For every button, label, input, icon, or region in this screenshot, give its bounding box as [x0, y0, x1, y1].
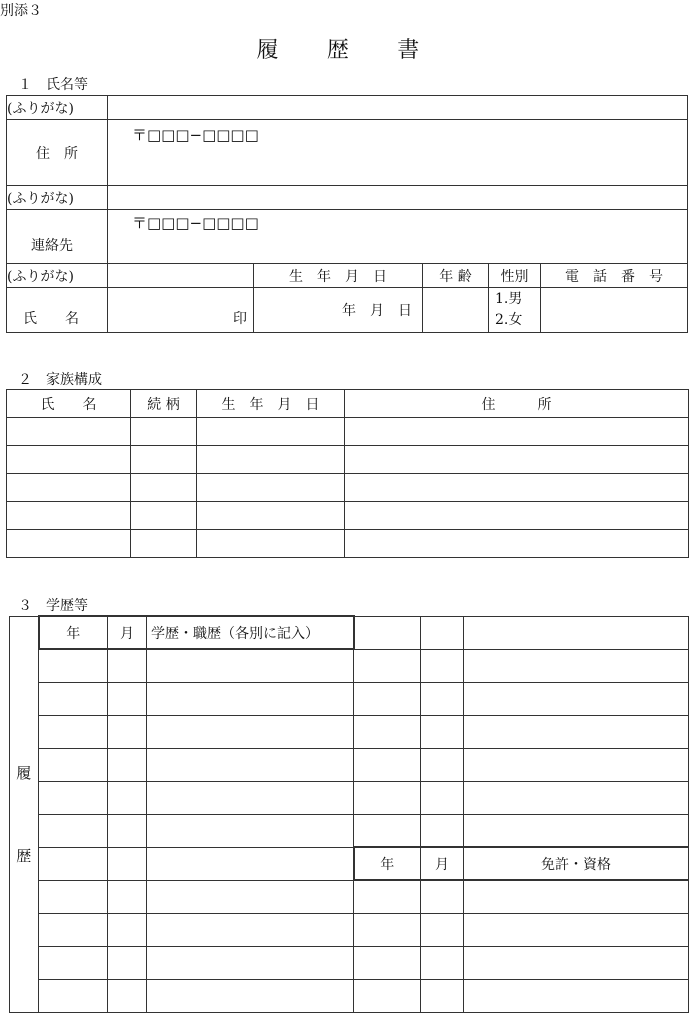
history-description-cell[interactable] [147, 715, 354, 748]
license-year-cell[interactable] [354, 979, 421, 1012]
history-description-cell[interactable] [147, 748, 354, 781]
license-col-description: 免許・資格 [464, 847, 689, 880]
history-col-year: 年 [39, 616, 108, 649]
history-year-cell[interactable] [39, 946, 108, 979]
history-year-cell[interactable] [39, 715, 108, 748]
address-field[interactable] [108, 120, 688, 186]
history-year-cell[interactable] [39, 781, 108, 814]
table-row [7, 502, 689, 530]
history-year-cell[interactable] [354, 616, 421, 649]
table-row [7, 418, 689, 446]
family-name-cell[interactable] [7, 446, 131, 474]
license-col-month: 月 [421, 847, 464, 880]
furigana-label: (ふりがな) [7, 264, 108, 288]
license-description-cell[interactable] [464, 979, 689, 1012]
family-name-cell[interactable] [7, 418, 131, 446]
date-format-text: 年 月 日 [342, 303, 412, 319]
gender-female-option[interactable]: 2.女 [495, 312, 523, 328]
history-description-cell[interactable] [464, 748, 689, 781]
history-description-cell[interactable] [147, 913, 354, 946]
family-col-birth: 生 年 月 日 [197, 390, 345, 418]
contact-field[interactable] [108, 210, 688, 264]
address-label: 住 所 [7, 120, 108, 186]
family-col-address: 住 所 [345, 390, 689, 418]
license-year-cell[interactable] [354, 946, 421, 979]
history-col-month: 月 [108, 616, 147, 649]
history-year-cell[interactable] [39, 748, 108, 781]
family-relation-cell[interactable] [131, 502, 197, 530]
history-month-cell[interactable] [421, 616, 464, 649]
family-address-cell[interactable] [345, 502, 689, 530]
family-birth-cell[interactable] [197, 418, 345, 446]
history-year-cell[interactable] [354, 649, 421, 682]
history-side-label [10, 616, 39, 1012]
history-month-cell[interactable] [421, 814, 464, 847]
furigana-label: (ふりがな) [7, 186, 108, 210]
license-month-cell[interactable] [421, 880, 464, 913]
history-description-cell[interactable] [147, 847, 354, 880]
table-row [7, 530, 689, 558]
personal-info-table [6, 95, 688, 333]
family-relation-cell[interactable] [131, 530, 197, 558]
table-row [10, 649, 689, 682]
license-description-cell[interactable] [464, 946, 689, 979]
attachment-label: 別添３ [0, 3, 42, 19]
family-relation-cell[interactable] [131, 446, 197, 474]
history-description-cell[interactable] [147, 979, 354, 1012]
table-row [10, 946, 689, 979]
history-description-cell[interactable] [464, 649, 689, 682]
side-label-char-1: 履 [16, 764, 32, 782]
history-year-cell[interactable] [39, 814, 108, 847]
history-year-cell[interactable] [354, 781, 421, 814]
license-description-cell[interactable] [464, 913, 689, 946]
family-birth-cell[interactable] [197, 530, 345, 558]
license-year-cell[interactable] [354, 880, 421, 913]
license-year-cell[interactable] [354, 913, 421, 946]
seal-mark: 印 [233, 311, 247, 327]
gender-header: 性別 [489, 264, 541, 288]
history-month-cell[interactable] [108, 946, 147, 979]
history-month-cell[interactable] [108, 649, 147, 682]
history-year-cell[interactable] [39, 880, 108, 913]
history-month-cell[interactable] [108, 814, 147, 847]
history-month-cell[interactable] [421, 649, 464, 682]
history-year-cell[interactable] [354, 814, 421, 847]
history-description-cell[interactable] [147, 814, 354, 847]
history-year-cell[interactable] [39, 847, 108, 880]
family-name-cell[interactable] [7, 474, 131, 502]
postal-code-placeholder: 〒□□□−□□□□ [132, 214, 259, 232]
postal-code-placeholder: 〒□□□−□□□□ [132, 126, 259, 144]
history-year-cell[interactable] [354, 715, 421, 748]
gender-male-option[interactable]: 1.男 [495, 291, 523, 307]
table-row [7, 446, 689, 474]
license-month-cell[interactable] [421, 979, 464, 1012]
family-col-name: 氏 名 [7, 390, 131, 418]
history-description-cell[interactable] [147, 781, 354, 814]
family-col-relation: 続 柄 [131, 390, 197, 418]
history-year-cell[interactable] [354, 682, 421, 715]
section-2-heading: ２ 家族構成 [18, 372, 102, 388]
contact-furigana-field[interactable] [108, 186, 688, 210]
contact-label: 連絡先 [7, 210, 108, 264]
history-year-cell[interactable] [39, 913, 108, 946]
history-month-cell[interactable] [421, 748, 464, 781]
history-description-cell[interactable] [464, 616, 689, 649]
family-name-cell[interactable] [7, 502, 131, 530]
family-relation-cell[interactable] [131, 418, 197, 446]
table-row [10, 979, 689, 1012]
license-month-cell[interactable] [421, 946, 464, 979]
family-address-cell[interactable] [345, 446, 689, 474]
phone-field[interactable] [541, 288, 688, 333]
table-row [10, 748, 689, 781]
gender-field[interactable] [489, 288, 541, 333]
section-3-heading: ３ 学歴等 [18, 598, 88, 614]
name-field[interactable] [108, 288, 254, 333]
address-furigana-field[interactable] [108, 96, 688, 120]
history-month-cell[interactable] [108, 682, 147, 715]
name-furigana-field[interactable] [108, 264, 254, 288]
license-description-cell[interactable] [464, 880, 689, 913]
family-relation-cell[interactable] [131, 474, 197, 502]
history-year-cell[interactable] [39, 649, 108, 682]
table-row [10, 880, 689, 913]
table-row [10, 682, 689, 715]
family-table [6, 389, 689, 558]
history-description-cell[interactable] [147, 946, 354, 979]
birthdate-field[interactable] [254, 288, 423, 333]
history-description-cell[interactable] [147, 880, 354, 913]
table-row [7, 474, 689, 502]
history-month-cell[interactable] [108, 781, 147, 814]
family-address-cell[interactable] [345, 418, 689, 446]
license-col-year: 年 [354, 847, 421, 880]
family-address-cell[interactable] [345, 530, 689, 558]
age-header: 年 齢 [423, 264, 489, 288]
family-address-cell[interactable] [345, 474, 689, 502]
table-row [10, 913, 689, 946]
side-label-char-2: 歴 [16, 847, 32, 865]
history-description-cell[interactable] [147, 649, 354, 682]
history-year-cell[interactable] [39, 979, 108, 1012]
phone-header: 電 話 番 号 [541, 264, 688, 288]
history-description-cell[interactable] [464, 814, 689, 847]
history-month-cell[interactable] [108, 913, 147, 946]
history-month-cell[interactable] [421, 781, 464, 814]
name-label: 氏 名 [7, 288, 108, 333]
family-birth-cell[interactable] [197, 446, 345, 474]
history-month-cell[interactable] [421, 682, 464, 715]
history-description-cell[interactable] [464, 781, 689, 814]
history-year-cell[interactable] [39, 682, 108, 715]
history-description-cell[interactable] [464, 682, 689, 715]
license-month-cell[interactable] [421, 913, 464, 946]
section-1-heading: １ 氏名等 [18, 77, 88, 93]
table-row [10, 814, 689, 847]
history-description-cell[interactable] [147, 682, 354, 715]
family-birth-cell[interactable] [197, 502, 345, 530]
history-month-cell[interactable] [421, 715, 464, 748]
table-row [10, 781, 689, 814]
history-col-description: 学歴・職歴（各別に記入） [147, 616, 354, 649]
history-month-cell[interactable] [108, 715, 147, 748]
family-name-cell[interactable] [7, 530, 131, 558]
document-title: 履 歴 書 [256, 38, 433, 63]
history-description-cell[interactable] [464, 715, 689, 748]
furigana-label: (ふりがな) [7, 96, 108, 120]
history-year-cell[interactable] [354, 748, 421, 781]
family-birth-cell[interactable] [197, 474, 345, 502]
history-month-cell[interactable] [108, 880, 147, 913]
history-month-cell[interactable] [108, 847, 147, 880]
history-table [9, 615, 689, 1013]
birthdate-header: 生 年 月 日 [254, 264, 423, 288]
age-field[interactable] [423, 288, 489, 333]
history-month-cell[interactable] [108, 979, 147, 1012]
table-row [10, 715, 689, 748]
history-month-cell[interactable] [108, 748, 147, 781]
